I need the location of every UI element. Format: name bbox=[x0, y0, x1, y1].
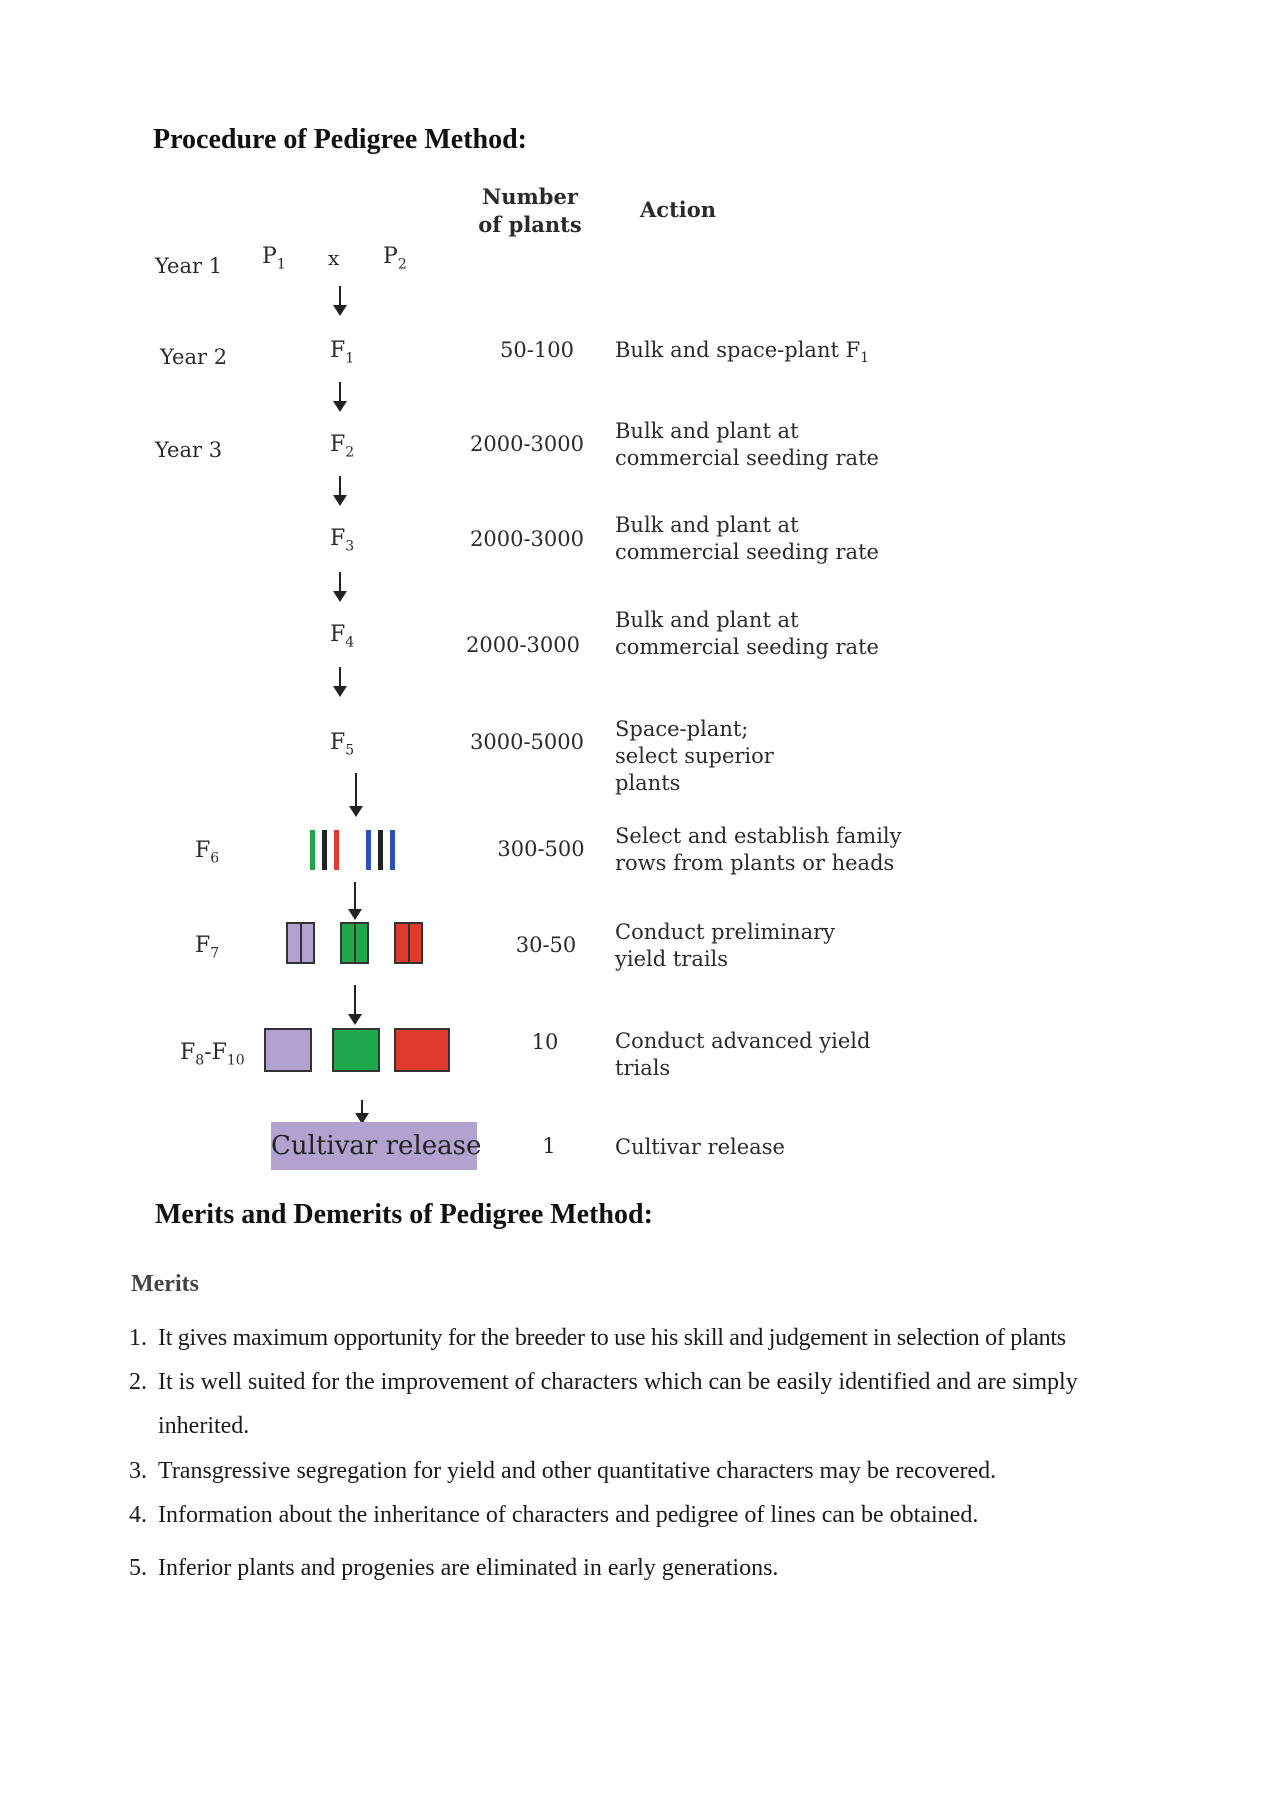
plant-count: 3000-5000 bbox=[470, 730, 584, 754]
list-item: 4. Information about the inheritance of characters and pedigree of lines can be obtained. bbox=[129, 1502, 979, 1528]
page-title: Procedure of Pedigree Method: bbox=[153, 124, 528, 155]
advanced-plot-purple bbox=[264, 1028, 312, 1072]
action-text: Cultivar release bbox=[615, 1135, 785, 1159]
down-arrow-icon bbox=[339, 667, 341, 687]
action-text: Conduct advanced yield trials bbox=[615, 1029, 871, 1080]
family-row-bar bbox=[378, 830, 383, 870]
advanced-plot-red bbox=[394, 1028, 450, 1072]
list-item: 2. It is well suited for the improvement of characters which can be easily identified and are simply bbox=[129, 1369, 1078, 1395]
down-arrow-icon bbox=[339, 286, 341, 306]
generation-f5: $F_5$ bbox=[330, 730, 355, 759]
action-text: Bulk and plant at commercial seeding rate bbox=[615, 513, 879, 564]
list-item-continuation: inherited. bbox=[158, 1413, 250, 1439]
plant-count: 2000-3000 bbox=[470, 527, 584, 551]
trial-plot-green bbox=[340, 922, 369, 964]
family-row-bar bbox=[390, 830, 395, 870]
down-arrow-icon bbox=[339, 572, 341, 592]
year-1-label: Year 1 bbox=[155, 254, 223, 278]
family-row-bar bbox=[310, 830, 315, 870]
down-arrow-icon bbox=[361, 1100, 363, 1114]
year-3-label: Year 3 bbox=[155, 438, 223, 462]
generation-f3: $F_3$ bbox=[330, 526, 355, 555]
plant-count: 2000-3000 bbox=[466, 633, 580, 657]
plant-count: 30-50 bbox=[515, 933, 577, 957]
family-row-bar bbox=[322, 830, 327, 870]
generation-f1: $F_1$ bbox=[330, 338, 355, 367]
list-item: 5. Inferior plants and progenies are eliminated in early generations. bbox=[129, 1555, 779, 1581]
down-arrow-icon bbox=[355, 773, 357, 807]
down-arrow-icon bbox=[354, 882, 356, 910]
plant-count: 10 bbox=[531, 1030, 559, 1054]
down-arrow-icon bbox=[339, 476, 341, 496]
column-header-number: Number of plants bbox=[478, 184, 582, 237]
generation-f8-f10: $F_8-F_{10}$ bbox=[180, 1040, 245, 1069]
advanced-plot-green bbox=[332, 1028, 380, 1072]
parent-1: $P_1$ bbox=[262, 244, 286, 273]
plant-count: 50-100 bbox=[500, 338, 574, 362]
family-row-bar bbox=[334, 830, 339, 870]
cross-symbol: x bbox=[328, 246, 340, 270]
list-item: 1. It gives maximum opportunity for the breeder to use his skill and judgement in selection of plants bbox=[129, 1325, 1066, 1351]
generation-f7: $F_7$ bbox=[195, 933, 220, 962]
action-text: Bulk and space-plant $F_1$ bbox=[615, 338, 870, 367]
generation-f2: $F_2$ bbox=[330, 432, 355, 461]
action-text: Space-plant; select superior plants bbox=[615, 717, 774, 795]
plant-count: 1 bbox=[542, 1134, 556, 1158]
column-header-action: Action bbox=[640, 197, 717, 222]
action-text: Select and establish family rows from plants or heads bbox=[615, 824, 902, 875]
trial-plot-purple bbox=[286, 922, 315, 964]
family-row-bar bbox=[366, 830, 371, 870]
down-arrow-icon bbox=[339, 382, 341, 402]
action-text: Bulk and plant at commercial seeding rate bbox=[615, 608, 879, 659]
generation-f4: $F_4$ bbox=[330, 622, 355, 651]
year-2-label: Year 2 bbox=[160, 345, 228, 369]
down-arrow-icon bbox=[354, 985, 356, 1015]
cultivar-release-box: Cultivar release bbox=[271, 1122, 477, 1170]
section-heading-merits-demerits: Merits and Demerits of Pedigree Method: bbox=[155, 1199, 653, 1230]
list-item: 3. Transgressive segregation for yield and other quantitative characters may be recovered. bbox=[129, 1458, 997, 1484]
trial-plot-red bbox=[394, 922, 423, 964]
parent-2: $P_2$ bbox=[383, 244, 407, 273]
action-text: Conduct preliminary yield trails bbox=[615, 920, 835, 971]
action-text: Bulk and plant at commercial seeding rate bbox=[615, 419, 879, 470]
plant-count: 300-500 bbox=[497, 837, 585, 861]
generation-f6: $F_6$ bbox=[195, 838, 220, 867]
merits-heading: Merits bbox=[131, 1271, 199, 1297]
plant-count: 2000-3000 bbox=[470, 432, 584, 456]
